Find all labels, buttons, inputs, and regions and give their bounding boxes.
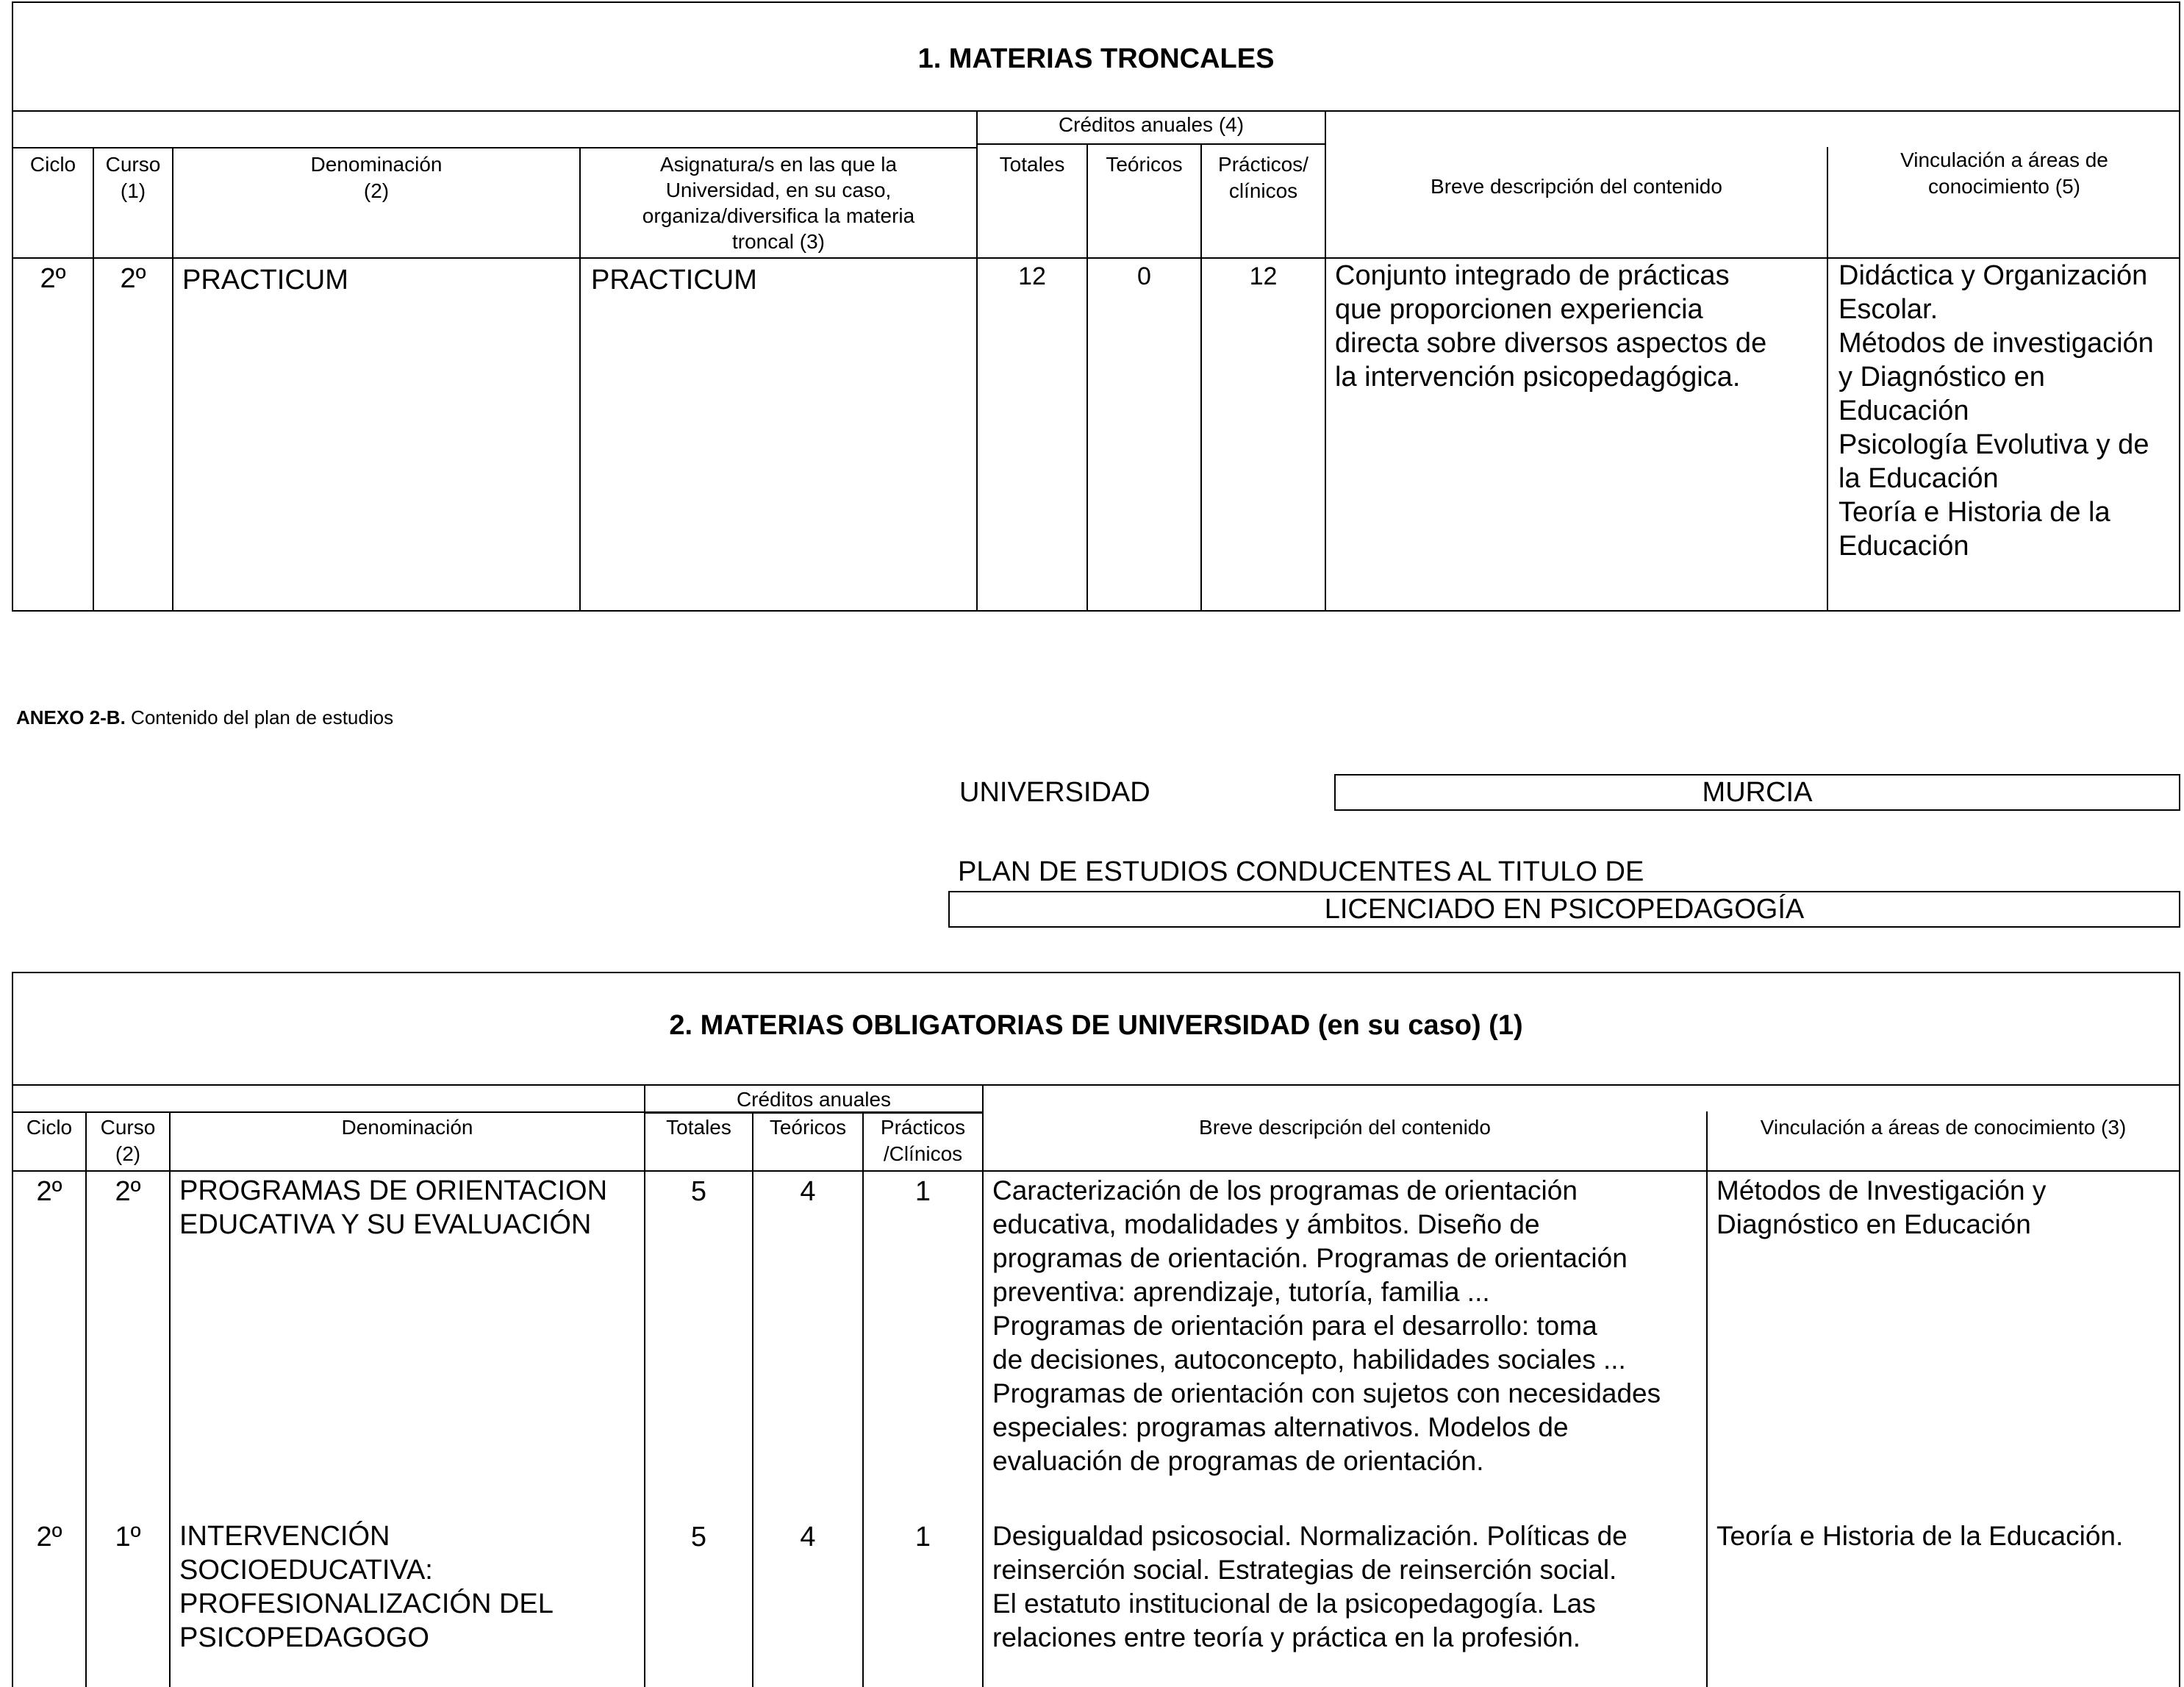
denominacion-cell: PROGRAMAS DE ORIENTACION EDUCATIVA Y SU EVALUACIÓN xyxy=(179,1175,608,1240)
teoricos-cell: 4 xyxy=(800,1176,816,1207)
divider xyxy=(12,147,976,148)
divider xyxy=(976,143,1325,145)
descripcion-cell: Desigualdad psicosocial. Normalización. Políticas de reinserción social. Estrategias de reinserción social. El estatuto institucional de la psicopedagogía. Las relaciones entre teoría y práctica en la profesión. xyxy=(992,1521,1628,1652)
vinculacion-cell: Métodos de Investigación y Diagnóstico en Educación xyxy=(1716,1175,2047,1239)
credits-group-header: Créditos anuales xyxy=(736,1088,892,1111)
descripcion-cell: Conjunto integrado de prácticas que proporcionen experiencia directa sobre diversos aspectos de la intervención psicopedagógica. xyxy=(1335,260,1767,393)
ciclo-cell: 2º xyxy=(36,1176,62,1207)
curso-cell: 1º xyxy=(115,1522,141,1552)
ciclo-header: Ciclo xyxy=(26,1116,73,1139)
plan-field xyxy=(948,891,2180,928)
denominacion-cell: PRACTICUM xyxy=(182,265,348,296)
divider xyxy=(1827,147,1828,612)
ciclo-header: Ciclo xyxy=(29,153,76,176)
divider xyxy=(976,110,978,612)
divider xyxy=(172,147,173,612)
divider xyxy=(2179,972,2180,1687)
denominacion-cell: INTERVENCIÓN SOCIOEDUCATIVA: PROFESIONALIZACIÓN DEL PSICOPEDAGOGO xyxy=(179,1521,554,1653)
curso-cell: 2º xyxy=(120,263,146,294)
plan-label: PLAN DE ESTUDIOS CONDUCENTES AL TITULO DE xyxy=(958,856,1644,887)
university-label: UNIVERSIDAD xyxy=(959,777,1150,808)
divider xyxy=(982,1084,984,1687)
divider xyxy=(12,1084,2180,1086)
teoricos-cell: 0 xyxy=(1137,262,1151,290)
divider xyxy=(93,147,94,612)
university-field xyxy=(1334,774,2180,811)
curso-header: Curso (1) xyxy=(105,153,161,202)
divider xyxy=(1706,1111,1708,1687)
annex-label-text: Contenido del plan de estudios xyxy=(125,706,394,728)
vinculacion-header: Vinculación a áreas de conocimiento (5) xyxy=(1900,148,2108,198)
descripcion-cell: Caracterización de los programas de orientación educativa, modalidades y ámbitos. Diseño de programas de orientación. Programas de orientación preventiva: aprendizaje, tutoría, familia ... Programas de orientación para el desarrollo: toma de decisiones, autoconcepto, habilidades sociales ... Programas de orientación con sujetos con necesidades especiales: programas alternativos. Modelos de evaluación de programas de orientación. xyxy=(992,1175,1661,1476)
troncales-title: 1. MATERIAS TRONCALES xyxy=(917,43,1275,74)
vinculacion-cell: Didáctica y Organización Escolar. Métodos de investigación y Diagnóstico en Educación Psicología Evolutiva y de la Educación Teoría e Historia de la Educación xyxy=(1839,260,2154,562)
curso-header: Curso (2) xyxy=(100,1116,156,1165)
totales-cell: 5 xyxy=(690,1522,707,1552)
practicos-cell: 12 xyxy=(1249,262,1278,290)
vinculacion-header: Vinculación a áreas de conocimiento (3) xyxy=(1760,1116,2127,1139)
curso-cell: 2º xyxy=(115,1176,141,1207)
totales-cell: 12 xyxy=(1018,262,1046,290)
practicos-header: Prácticos/ clínicos xyxy=(1218,153,1308,202)
ciclo-cell: 2º xyxy=(40,263,66,294)
descripcion-header: Breve descripción del contenido xyxy=(1199,1116,1491,1139)
denominacion-header: Denominación (2) xyxy=(310,153,443,202)
teoricos-header: Teóricos xyxy=(1106,153,1183,176)
obligatorias-title: 2. MATERIAS OBLIGATORIAS DE UNIVERSIDAD (en su caso) (1) xyxy=(669,1010,1523,1041)
divider xyxy=(1200,143,1202,612)
practicos-cell: 1 xyxy=(914,1522,931,1552)
totales-header: Totales xyxy=(999,153,1065,176)
divider xyxy=(12,972,2180,973)
denominacion-header: Denominación xyxy=(341,1116,473,1139)
totales-header: Totales xyxy=(666,1116,731,1139)
annex-label xyxy=(16,706,393,729)
teoricos-cell: 4 xyxy=(800,1522,816,1552)
descripcion-header: Breve descripción del contenido xyxy=(1431,175,1722,198)
asignatura-cell: PRACTICUM xyxy=(591,265,757,296)
asignatura-header: Asignatura/s en las que la Universidad, en su caso, organiza/diversifica la materia troncal (3) xyxy=(642,153,915,253)
divider xyxy=(12,972,13,1687)
practicos-cell: 1 xyxy=(914,1176,931,1207)
vinculacion-cell: Teoría e Historia de la Educación. xyxy=(1716,1521,2124,1551)
practicos-header: Prácticos /Clínicos xyxy=(880,1116,966,1165)
divider xyxy=(1086,143,1088,612)
totales-cell: 5 xyxy=(690,1176,707,1207)
credits-group-header: Créditos anuales (4) xyxy=(1058,113,1245,136)
divider xyxy=(169,1111,171,1687)
university-value: MURCIA xyxy=(1702,777,1813,808)
teoricos-header: Teóricos xyxy=(769,1116,847,1139)
ciclo-cell: 2º xyxy=(36,1522,62,1552)
annex-label-bold: ANEXO 2-B. xyxy=(16,706,126,728)
plan-value: LICENCIADO EN PSICOPEDAGOGÍA xyxy=(1324,894,1805,925)
divider xyxy=(12,1170,2180,1172)
